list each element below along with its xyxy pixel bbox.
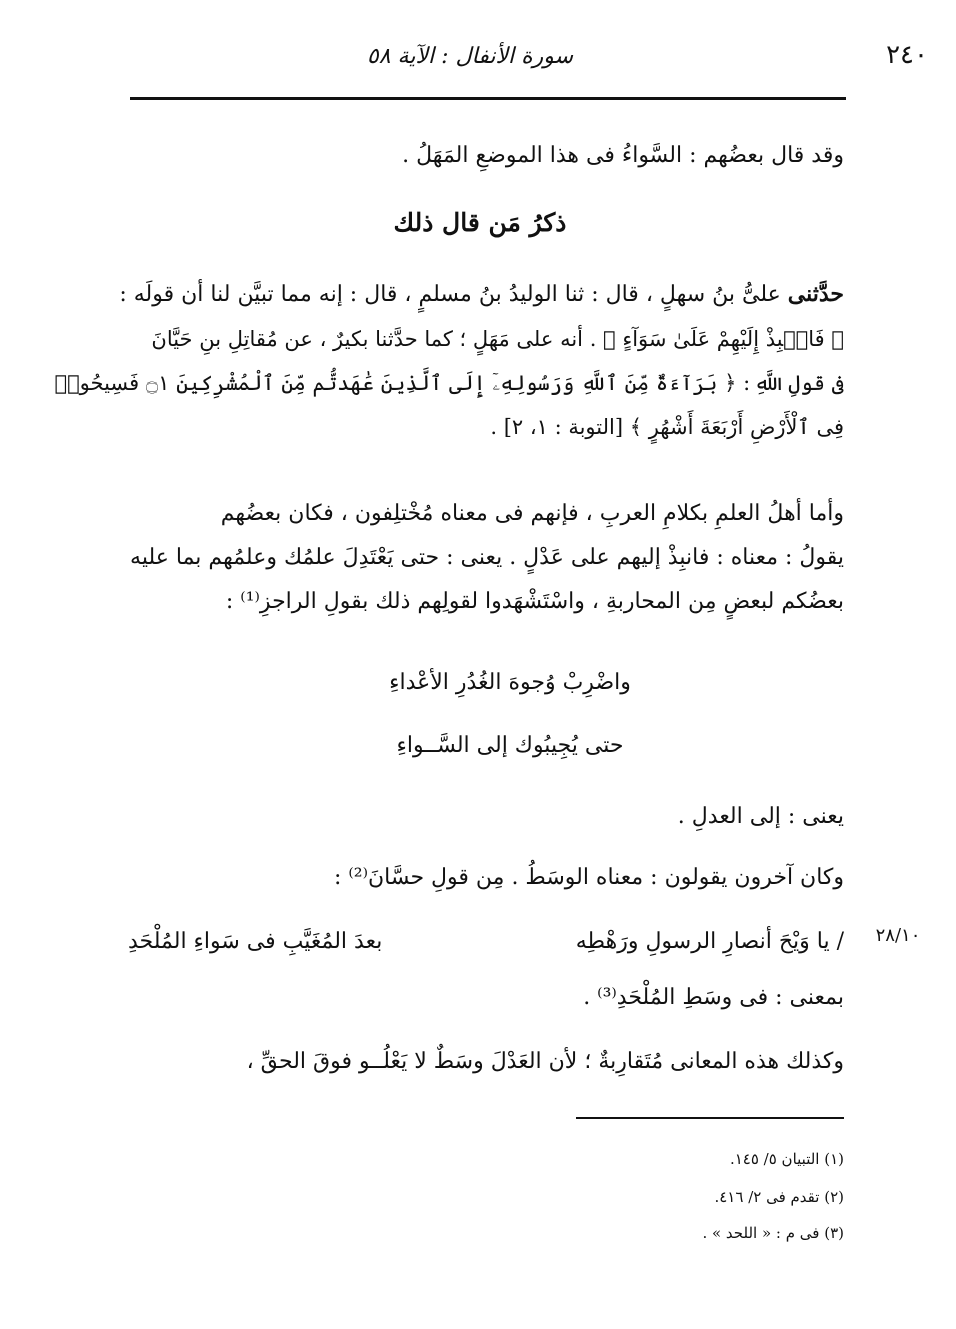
footnote-rule <box>576 1117 844 1119</box>
running-title: سورة الأنفال : الآية ٥٨ <box>366 44 574 69</box>
section-heading: ذكرُ مَن قال ذلك <box>393 208 567 237</box>
verse-line-2: حتى يُجِيبُوك إلى السَّــواءِ <box>396 733 624 758</box>
poem-verse <box>128 920 844 964</box>
footnote-1: (١) التبيان ٥/ ١٤٥. <box>729 1150 844 1168</box>
hassan-intro-line: وكان آخرون يقولون : معناه الوسَطُ . مِن قولِ حسَّانَ⁽²⁾ : <box>333 865 844 890</box>
margin-reference: ٢٨/١٠ <box>875 925 921 946</box>
closing-line: وكذلك هذه المعانى مُتَقارِبةٌ ؛ لأن العَدْلَ وسَطٌ لا يَعْلُــو فوقَ الحقِّ ، <box>246 1049 844 1074</box>
paragraph-line: وأما أهلُ العلمِ بكلامِ العربِ ، فإنهم فى معناه مُخْتلِفون ، فكان بعضُهم <box>220 501 844 526</box>
linguists-paragraph <box>128 492 844 624</box>
header-rule <box>130 97 846 100</box>
hadith-paragraph <box>54 272 844 449</box>
poem-second-hemistich: بعدَ المُغَيَّبِ فى سَواءِ المُلْحَدِ <box>128 929 383 954</box>
poem-first-hemistich: / يا وَيْحَ أنصارِ الرسولِ ورَهْطِه <box>575 929 844 954</box>
page-number: ٢٤٠ <box>886 40 928 70</box>
hadith-lead-word: حدَّثنى <box>787 281 844 307</box>
paragraph-line: ﴿ فَانۢبِذْ إِلَيْهِمْ عَلَىٰ سَوَآءٍ ﴾ . أنه على مَهَلٍ ؛ كما حدَّثنا بكيرٌ ، عن مُقاتِلِ بنِ حَيَّانَ <box>151 327 844 351</box>
paragraph-line <box>119 272 844 317</box>
intro-line: وقد قال بعضُهم : السَّواءُ فى هذا الموضعِ المَهَلُ . <box>402 143 844 168</box>
paragraph-line: يقولُ : معناه : فانبِذْ إليهم على عَدْلٍ . يعنى : حتى يَعْتَدِلَ علمُك وعلمُهم بما عليه <box>130 545 844 570</box>
footnote-2: (٢) تقدم فى ٢/ ٤١٦. <box>714 1188 844 1206</box>
verse-line-1: واضْرِبْ وُجوهَ الغُدُرِ الأعْداءِ <box>389 670 631 695</box>
paragraph-text: علىُّ بنُ سهلٍ ، قال : ثنا الوليدُ بنُ مسلمٍ ، قال : إنه مما تبيَّن لنا أن قولَه : <box>119 282 781 307</box>
paragraph-line: فِى ٱلْأَرْضِ أَرْبَعَةَ أَشْهُرٍ ﴾ [التوبة : ١، ٢] . <box>490 415 844 439</box>
meaning-line: بمعنى : فى وسَطِ المُلْحَدِ⁽³⁾ . <box>583 985 844 1010</box>
explanation-line: يعنى : إلى العدلِ . <box>677 804 844 829</box>
paragraph-line: فى قولِ اللَّهِ : ﴿ بَرَآءَةٌ مِّنَ ٱللَّهِ وَرَسُولِهِۦٓ إِلَى ٱلَّذِينَ عَٰهَدتُّم مِّنَ ٱلْمُشْرِكِينَ ۝١ فَسِيحُوا۟ <box>54 371 844 395</box>
footnote-3: (٣) فى م : « اللحد » . <box>702 1224 844 1242</box>
paragraph-line: بعضُكم لبعضٍ مِن المحاربةِ ، واسْتَشْهَدوا لقولِهم ذلك بقولِ الراجزِ⁽¹⁾ : <box>225 589 844 614</box>
